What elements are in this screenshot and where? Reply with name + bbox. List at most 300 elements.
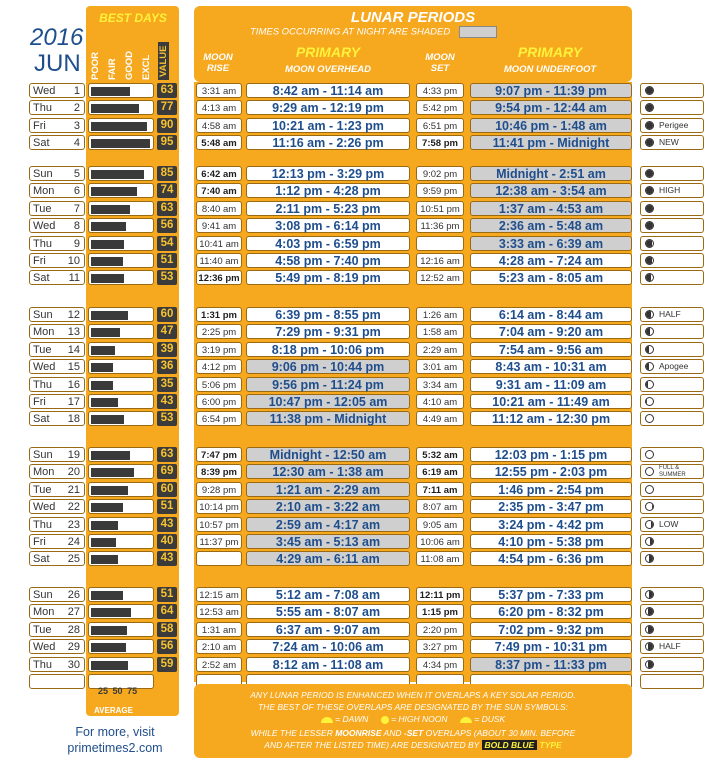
best-day-bar (91, 139, 150, 148)
best-day-bar (91, 661, 128, 670)
overhead-period: 12:13 pm - 3:29 pm (246, 166, 410, 181)
day-date: 22 (67, 501, 80, 514)
moonset-time: 1:15 pm (416, 604, 464, 619)
moonrise-time: 11:37 pm (196, 534, 242, 549)
col-moonset-header (416, 52, 464, 74)
day-label (29, 359, 85, 374)
table-row (0, 482, 720, 498)
best-day-bar-cell (88, 482, 154, 497)
moonrise-time: 3:31 am (196, 83, 242, 98)
table-row (0, 587, 720, 603)
moon-phase-icon (645, 520, 654, 529)
table-row (0, 342, 720, 358)
moon-phase-icon (645, 397, 654, 406)
moonset-time: 12:11 pm (416, 587, 464, 602)
moonrise-time (196, 551, 242, 566)
moonset-time: 3:34 am (416, 377, 464, 392)
best-day-bar-cell (88, 100, 154, 115)
day-name: Wed (33, 501, 56, 514)
moonrise-time: 12:15 am (196, 587, 242, 602)
overhead-period: 9:06 pm - 10:44 pm (246, 359, 410, 374)
best-day-bar (91, 415, 124, 424)
day-name: Mon (33, 185, 55, 198)
year-label: 2016 (30, 24, 84, 51)
table-row (0, 394, 720, 410)
moonset-time (416, 236, 464, 251)
moon-phase-icon (645, 239, 654, 248)
best-day-bar (91, 451, 130, 460)
moonset-time: 10:51 pm (416, 201, 464, 216)
day-date: 6 (73, 185, 80, 198)
scale-75: 75 (127, 686, 138, 696)
best-day-bar (91, 643, 126, 652)
day-date: 13 (67, 326, 80, 339)
overhead-period: 6:39 pm - 8:55 pm (246, 307, 410, 322)
day-value: 69 (157, 464, 177, 479)
moonrise-time: 2:10 am (196, 639, 242, 654)
best-day-bar (91, 626, 127, 635)
moonrise-time: 1:31 pm (196, 307, 242, 322)
moonrise-time: 10:57 pm (196, 517, 242, 532)
table-row (0, 464, 720, 480)
table-row (0, 118, 720, 134)
moon-phase-cell (640, 587, 704, 602)
day-label (29, 342, 85, 357)
moon-phase-icon (645, 554, 654, 563)
lunar-title: LUNAR PERIODS (350, 9, 476, 26)
moonset-time: 5:42 pm (416, 100, 464, 115)
level-label-good: GOOD (124, 50, 135, 80)
day-value: 51 (157, 499, 177, 514)
day-label (29, 218, 85, 233)
day-label (29, 639, 85, 654)
moon-phase-cell (640, 183, 704, 198)
day-name: Sun (33, 589, 53, 601)
night-shade-note (250, 26, 497, 38)
moon-phase-icon (645, 607, 654, 616)
day-date: 2 (73, 102, 80, 115)
day-value: 43 (157, 517, 177, 532)
day-label (29, 604, 85, 619)
best-day-bar (91, 555, 118, 564)
day-date: 29 (67, 641, 80, 654)
day-value: 74 (157, 183, 177, 198)
table-row (0, 324, 720, 340)
best-day-bar (91, 205, 130, 214)
day-name: Thu (33, 237, 52, 250)
day-label (29, 517, 85, 532)
overhead-period: 9:29 am - 12:19 pm (246, 100, 410, 115)
underfoot-period: 12:38 am - 3:54 am (470, 183, 632, 198)
overhead-period: 1:21 am - 2:29 am (246, 482, 410, 497)
table-row (0, 411, 720, 427)
overhead-period: 8:12 am - 11:08 am (246, 657, 410, 672)
best-day-bar (91, 538, 116, 547)
moon-phase-icon (645, 169, 654, 178)
underfoot-period: 11:41 pm - Midnight (470, 135, 632, 150)
best-day-bar-cell (88, 118, 154, 133)
day-name: Thu (33, 658, 52, 671)
overhead-period: 7:24 am - 10:06 am (246, 639, 410, 654)
moonrise-time: 12:53 am (196, 604, 242, 619)
moon-phase-cell (640, 499, 704, 514)
scale-ticks (90, 686, 176, 696)
day-value: 53 (157, 270, 177, 285)
moonset-time: 9:05 am (416, 517, 464, 532)
day-name: Tue (33, 623, 52, 636)
overhead-period: 2:59 am - 4:17 am (246, 517, 410, 532)
moon-phase-cell (640, 270, 704, 285)
moon-phase-cell (640, 236, 704, 251)
moonrise-time: 6:54 pm (196, 411, 242, 426)
day-label (29, 118, 85, 133)
moonset-time: 3:01 am (416, 359, 464, 374)
noon-sun-icon (381, 716, 389, 724)
underfoot-period: 9:54 pm - 12:44 am (470, 100, 632, 115)
overhead-period: 6:37 am - 9:07 am (246, 622, 410, 637)
visit-line1: For more, visit (75, 725, 155, 739)
footer-sun-legend (196, 713, 630, 725)
day-label (29, 324, 85, 339)
scale-50: 50 (112, 686, 123, 696)
moonset-time: 4:10 am (416, 394, 464, 409)
underfoot-period: Midnight - 2:51 am (470, 166, 632, 181)
moonrise-time: 2:52 am (196, 657, 242, 672)
day-name: Sat (33, 413, 50, 426)
moon-phase-icon (645, 660, 654, 669)
day-date: 11 (68, 272, 80, 285)
day-name: Sat (33, 272, 50, 285)
moon-phase-icon (645, 537, 654, 546)
day-date: 9 (73, 237, 80, 250)
day-name: Thu (33, 378, 52, 391)
moon-phase-label: HALF (659, 641, 681, 652)
moonset-time: 12:52 am (416, 270, 464, 285)
day-name: Tue (33, 202, 52, 215)
moon-phase-icon (645, 590, 654, 599)
best-day-bar-cell (88, 236, 154, 251)
day-name: Sat (33, 553, 50, 566)
overhead-period: 12:30 am - 1:38 am (246, 464, 410, 479)
table-row (0, 551, 720, 567)
moonset-time: 8:07 am (416, 499, 464, 514)
table-row (0, 622, 720, 638)
day-label (29, 464, 85, 479)
best-day-bar (91, 170, 144, 179)
day-date: 4 (73, 137, 80, 150)
moonrise-time: 1:31 am (196, 622, 242, 637)
overhead-period: 5:12 am - 7:08 am (246, 587, 410, 602)
dusk-label: = DUSK (474, 714, 506, 724)
best-day-bar-cell (88, 657, 154, 672)
moon-phase-cell (640, 447, 704, 462)
footer-bold-blue: BOLD BLUE (482, 740, 538, 750)
table-row (0, 639, 720, 655)
day-value: 36 (157, 359, 177, 374)
underfoot-period: 7:04 am - 9:20 am (470, 324, 632, 339)
moon-phase-icon (645, 310, 654, 319)
moon-phase-icon (645, 138, 654, 147)
footer-moonrise-word: MOONRISE (335, 728, 382, 738)
best-day-bar-cell (88, 394, 154, 409)
day-value: 43 (157, 394, 177, 409)
day-label (29, 183, 85, 198)
best-day-bar (91, 346, 115, 355)
moon-phase-cell (640, 411, 704, 426)
moonrise-time: 4:13 am (196, 100, 242, 115)
moon-phase-cell (640, 534, 704, 549)
day-value: 60 (157, 482, 177, 497)
moon-phase-icon (645, 414, 654, 423)
moonrise-time: 9:28 pm (196, 482, 242, 497)
footer-line4a: AND AFTER THE LISTED TIME) ARE DESIGNATED BY (264, 740, 480, 750)
day-name: Sun (33, 168, 53, 180)
day-value: 56 (157, 218, 177, 233)
best-day-bar-cell (88, 447, 154, 462)
underfoot-period: 6:20 pm - 8:32 pm (470, 604, 632, 619)
day-value: 39 (157, 342, 177, 357)
moonset-time: 12:16 am (416, 253, 464, 268)
moon-phase-icon (645, 625, 654, 634)
best-days-levels (88, 30, 178, 82)
moonset-time: 9:59 pm (416, 183, 464, 198)
moonset-time: 10:06 am (416, 534, 464, 549)
best-day-bar-cell (88, 324, 154, 339)
overhead-period: Midnight - 12:50 am (246, 447, 410, 462)
moonset-time: 2:20 pm (416, 622, 464, 637)
underfoot-period: 1:37 am - 4:53 am (470, 201, 632, 216)
best-day-bar (91, 398, 118, 407)
underfoot-period: 8:43 am - 10:31 am (470, 359, 632, 374)
day-name: Tue (33, 483, 52, 496)
overhead-period: 3:45 am - 5:13 am (246, 534, 410, 549)
moon-phase-cell (640, 118, 704, 133)
empty-cell (29, 674, 85, 689)
overhead-period: 9:56 pm - 11:24 pm (246, 377, 410, 392)
day-label (29, 201, 85, 216)
overhead-period: 2:10 am - 3:22 am (246, 499, 410, 514)
day-name: Fri (33, 119, 46, 132)
best-day-bar (91, 591, 123, 600)
day-value: 40 (157, 534, 177, 549)
col-moonrise-text: MOON RISE (203, 52, 233, 74)
level-label-excl: EXCL (141, 54, 152, 80)
moonrise-time: 2:25 pm (196, 324, 242, 339)
day-name: Wed (33, 85, 56, 97)
moonset-time: 4:34 pm (416, 657, 464, 672)
footer-line1: ANY LUNAR PERIOD IS ENHANCED WHEN IT OVERLAPS A KEY SOLAR PERIOD. (250, 690, 576, 700)
underfoot-period: 2:35 pm - 3:47 pm (470, 499, 632, 514)
best-day-bar (91, 521, 118, 530)
underfoot-period: 11:12 am - 12:30 pm (470, 411, 632, 426)
day-label (29, 307, 85, 322)
day-label (29, 100, 85, 115)
overhead-period: 10:47 pm - 12:05 am (246, 394, 410, 409)
day-date: 15 (67, 361, 80, 374)
best-day-bar (91, 363, 113, 372)
table-row (0, 201, 720, 217)
best-day-bar-cell (88, 218, 154, 233)
day-name: Sun (33, 309, 53, 321)
moon-phase-label: Apogee (659, 361, 689, 372)
moonrise-time: 4:12 pm (196, 359, 242, 374)
best-day-bar (91, 240, 124, 249)
shade-swatch (459, 26, 497, 38)
overhead-period: 11:38 pm - Midnight (246, 411, 410, 426)
moon-phase-cell (640, 253, 704, 268)
best-day-bar-cell (88, 201, 154, 216)
table-row (0, 377, 720, 393)
day-value: 90 (157, 118, 177, 133)
day-date: 27 (67, 606, 80, 619)
footer-text (196, 689, 630, 751)
day-name: Wed (33, 361, 56, 374)
day-date: 16 (67, 378, 80, 391)
moonrise-time: 8:39 pm (196, 464, 242, 479)
moon-phase-icon (645, 221, 654, 230)
moon-phase-icon (645, 186, 654, 195)
best-day-bar (91, 87, 130, 96)
underfoot-period: 3:33 am - 6:39 am (470, 236, 632, 251)
footer-line3a: WHILE THE LESSER (250, 728, 333, 738)
moonrise-time: 8:40 am (196, 201, 242, 216)
dusk-sun-icon (460, 717, 472, 723)
moon-phase-icon (645, 362, 654, 371)
table-row (0, 100, 720, 116)
table-row (0, 517, 720, 533)
best-day-bar-cell (88, 639, 154, 654)
footer-line3 (196, 727, 630, 739)
footer-type-word: TYPE (539, 740, 562, 750)
underfoot-period: 8:37 pm - 11:33 pm (470, 657, 632, 672)
col-moonrise-header (196, 52, 240, 74)
moonrise-time: 7:47 pm (196, 447, 242, 462)
table-row (0, 499, 720, 515)
table-row (0, 447, 720, 463)
day-value: 63 (157, 447, 177, 462)
level-label-poor: POOR (90, 52, 101, 80)
best-day-bar-cell (88, 517, 154, 532)
best-day-bar-cell (88, 551, 154, 566)
day-date: 26 (67, 589, 80, 601)
moon-phase-icon (645, 273, 654, 282)
overhead-period: 5:49 pm - 8:19 pm (246, 270, 410, 285)
underfoot-period: 7:49 pm - 10:31 pm (470, 639, 632, 654)
moonrise-time: 9:41 am (196, 218, 242, 233)
moonset-time: 11:36 pm (416, 218, 464, 233)
best-day-bar-cell (88, 534, 154, 549)
underfoot-period: 4:10 pm - 5:38 pm (470, 534, 632, 549)
footer-set-word: -SET (403, 728, 424, 738)
day-name: Mon (33, 326, 55, 339)
moonrise-time: 3:19 pm (196, 342, 242, 357)
day-name: Thu (33, 518, 52, 531)
visit-link[interactable]: primetimes2.com (67, 741, 163, 755)
day-date: 1 (73, 85, 80, 97)
level-label-fair: FAIR (107, 58, 118, 80)
best-day-bar-cell (88, 377, 154, 392)
moon-phase-label: FULL & SUMMER (659, 465, 686, 479)
day-value: 64 (157, 604, 177, 619)
day-label (29, 534, 85, 549)
day-name: Thu (33, 102, 52, 115)
day-value: 47 (157, 324, 177, 339)
moonset-time: 3:27 pm (416, 639, 464, 654)
table-row (0, 135, 720, 151)
underfoot-period: 6:14 am - 8:44 am (470, 307, 632, 322)
underfoot-period: 3:24 pm - 4:42 pm (470, 517, 632, 532)
best-day-bar (91, 222, 126, 231)
moon-phase-label: HIGH (659, 185, 681, 196)
moonrise-time: 5:48 am (196, 135, 242, 150)
moon-phase-cell (640, 639, 704, 654)
day-value: 58 (157, 622, 177, 637)
moonrise-time: 12:36 pm (196, 270, 242, 285)
month-label: JUN (34, 50, 81, 77)
table-row (0, 604, 720, 620)
day-label (29, 447, 85, 462)
best-day-bar-cell (88, 135, 154, 150)
overhead-period: 4:58 pm - 7:40 pm (246, 253, 410, 268)
col-primary-2: PRIMARY (517, 44, 583, 60)
scale-label: AVERAGE (94, 706, 133, 715)
moonset-time: 5:32 am (416, 447, 464, 462)
day-date: 12 (67, 309, 80, 321)
overhead-period: 4:03 pm - 6:59 pm (246, 236, 410, 251)
moon-phase-icon (645, 450, 654, 459)
moon-phase-cell (640, 604, 704, 619)
day-label (29, 135, 85, 150)
footer-line3c: OVERLAPS (ABOUT 30 MIN. BEFORE (425, 728, 576, 738)
moon-phase-icon (645, 345, 654, 354)
dawn-sun-icon (321, 717, 333, 723)
moon-phase-icon (645, 121, 654, 130)
best-day-bar-cell (88, 166, 154, 181)
day-label (29, 587, 85, 602)
day-date: 5 (73, 168, 80, 180)
moon-phase-label: NEW (659, 137, 679, 148)
day-label (29, 83, 85, 98)
visit-note (40, 724, 190, 756)
day-name: Fri (33, 536, 46, 548)
moon-phase-icon (645, 502, 654, 511)
underfoot-period: 4:28 am - 7:24 am (470, 253, 632, 268)
moonset-time: 11:08 am (416, 551, 464, 566)
overhead-period: 8:18 pm - 10:06 pm (246, 342, 410, 357)
moonrise-time: 6:00 pm (196, 394, 242, 409)
underfoot-period: 7:54 am - 9:56 am (470, 342, 632, 357)
day-date: 3 (73, 119, 80, 132)
moon-phase-cell (640, 359, 704, 374)
day-date: 7 (73, 202, 80, 215)
day-date: 24 (67, 536, 80, 548)
moon-phase-cell (640, 464, 704, 479)
scale-25: 25 (98, 686, 109, 696)
day-value: 53 (157, 411, 177, 426)
best-day-bar (91, 274, 124, 283)
underfoot-period: 12:55 pm - 2:03 pm (470, 464, 632, 479)
day-date: 17 (67, 396, 80, 408)
day-label (29, 270, 85, 285)
table-row (0, 183, 720, 199)
moonrise-time: 10:14 pm (196, 499, 242, 514)
day-label (29, 236, 85, 251)
moonset-time: 6:51 pm (416, 118, 464, 133)
moon-phase-icon (645, 485, 654, 494)
day-label (29, 253, 85, 268)
day-label (29, 166, 85, 181)
best-day-bar (91, 468, 134, 477)
